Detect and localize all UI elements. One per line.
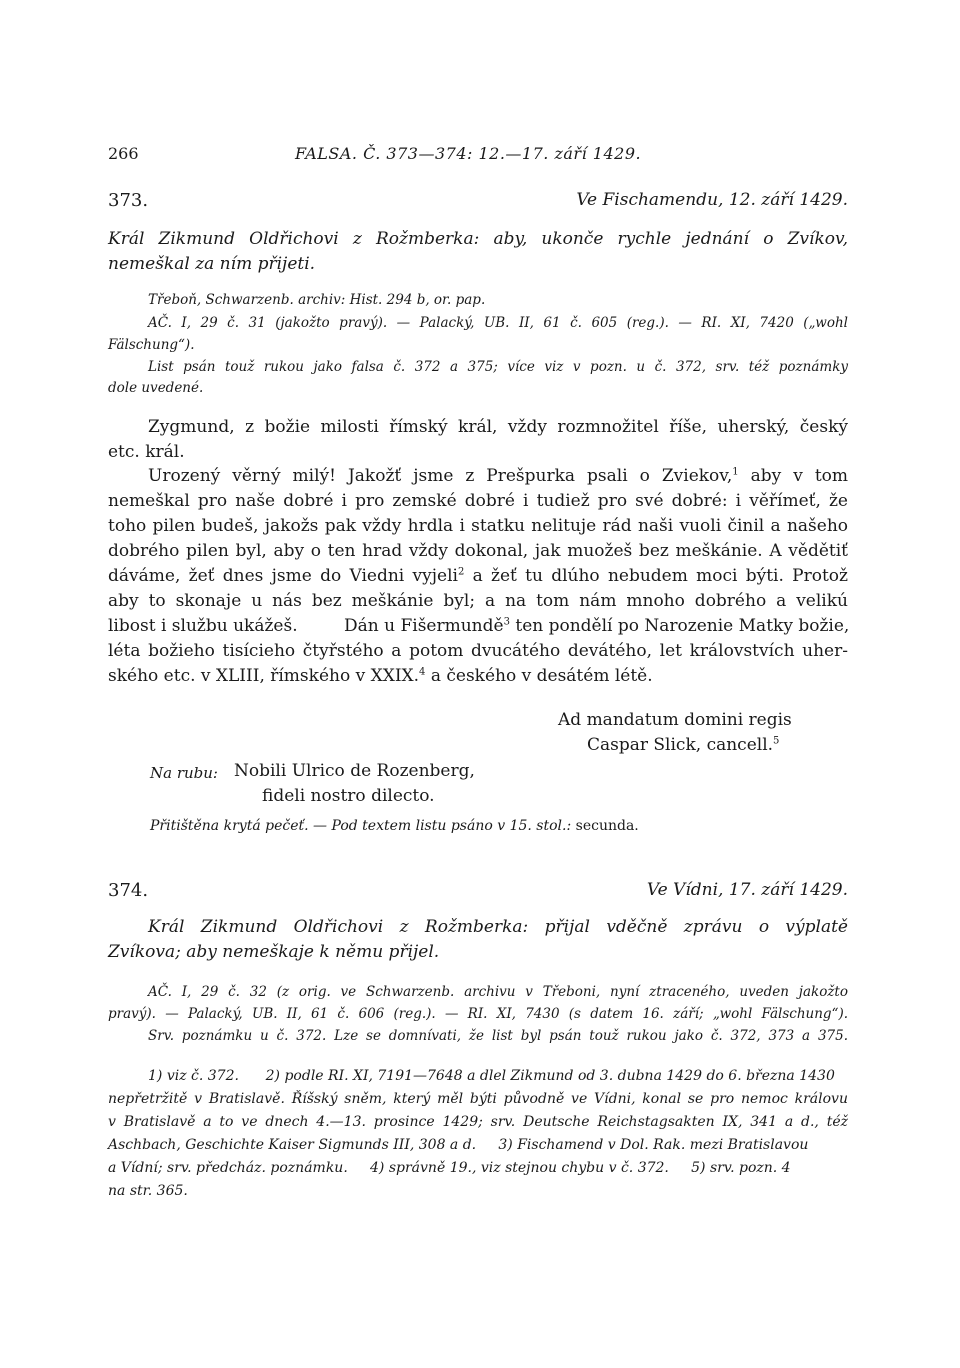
footnote-ref-4: 4 — [419, 666, 426, 678]
text-373-line-4: nemeškal pro naše dobré i pro zemské dobré i tudiež pro své dobré: i věřímeť, že — [108, 491, 848, 511]
source-373-line-5: dole uvedené. — [108, 380, 204, 396]
source-373-line-1: Třeboň, Schwarzenb. archiv: Hist. 294 b, or. pap. — [148, 292, 486, 308]
footnote-line-2: nepřetržitě v Bratislavě. Říšský sněm, který měl býti původně ve Vídni, konal se pro nemoc královu — [108, 1091, 848, 1107]
page-number: 266 — [108, 144, 139, 163]
footnote-ref-5: 5 — [773, 735, 780, 747]
document-number-373: 373. — [108, 190, 149, 211]
footnote-ref-3: 3 — [503, 616, 510, 628]
footnote-line-1: 1) viz č. 372. 2) podle RI. XI, 7191—7648 a dlel Zikmund od 3. dubna 1429 do 6. března 1430 — [148, 1068, 835, 1084]
seal-note: Přitištěna krytá pečeť. — Pod textem listu psáno v 15. stol.: secunda. — [150, 818, 639, 834]
address-label: Na rubu: — [150, 764, 218, 782]
regest-374-line-1: Král Zikmund Oldřichovi z Rožmberka: přijal vděčně zprávu o výplatě — [148, 917, 848, 937]
subscription-line-1: Ad mandatum domini regis — [558, 710, 792, 730]
regest-374-line-2: Zvíkova; aby nemeškaje k němu přijel. — [108, 942, 440, 962]
text-373-line-3: Urozený věrný milý! Jakožť jsme z Prešpurka psali o Zviekov,$^1$ aby v tom — [148, 466, 849, 486]
text-373-line-11: ského etc. v XLIII, římského v XXIX.$^4$ a českého v desátém létě. — [108, 666, 653, 686]
text-373-line-5: toho pilen budeš, jakožs pak vždy hrdla i statku nelituje rád naši vuoli činil a našeho — [108, 516, 848, 536]
running-title: FALSA. Č. 373—374: 12.—17. září 1429. — [295, 144, 642, 163]
footnote-ref-1: 1 — [732, 466, 739, 478]
address-line-2: fideli nostro dilecto. — [262, 786, 435, 806]
footnote-line-5: a Vídní; srv. předcház. poznámku. 4) správně 19., viz stejnou chybu v č. 372. 5) srv. pozn. 4 — [108, 1160, 791, 1176]
text-373-line-9: libost i službu ukážeš. Dán u Fišermundě$^3$ ten pondělí po Narozenie Matky božie, — [108, 616, 850, 636]
source-374-line-1: AČ. I, 29 č. 32 (z orig. ve Schwarzenb. archivu v Třeboni, nyní ztraceného, uveden jakožto — [148, 984, 848, 1000]
footnote-line-3: v Bratislavě a to ve dnech 4.—13. prosince 1429; srv. Deutsche Reichstagsakten IX, 341 a d., též — [108, 1114, 848, 1130]
text-373-line-7: dáváme, žeť dnes jsme do Viedni vyjeli$^2$ a žeť tu dlúho nebudem moci býti. Protož — [108, 566, 848, 586]
text-373-line-8: aby to skonaje u nás bez meškánie byl; a na tom nám mnoho dobrého a velikú — [108, 591, 848, 611]
address-line-1: Nobili Ulrico de Rozenberg, — [234, 761, 475, 781]
place-date-374: Ve Vídni, 17. září 1429. — [646, 880, 848, 900]
text-373-line-10: léta božieho tisícieho čtyřstého a potom dvucátého devátého, let královstvích uher- — [108, 641, 848, 661]
text-373-line-6: dobrého pilen byl, aby o ten hrad vždy dokonal, jak muožeš bez meškánie. A vědětiť — [108, 541, 848, 561]
footnote-line-4: Aschbach, Geschichte Kaiser Sigmunds III, 308 a d. 3) Fischamend v Dol. Rak. mezi Bratislavou — [108, 1137, 809, 1153]
document-number-374: 374. — [108, 880, 149, 901]
source-373-line-2: AČ. I, 29 č. 31 (jakožto pravý). — Palacký, UB. II, 61 č. 605 (reg.). — RI. XI, 7420 („wohl — [148, 315, 848, 331]
regest-373-line-2: nemeškal za ním přijeti. — [108, 254, 316, 274]
place-date-373: Ve Fischamendu, 12. září 1429. — [576, 190, 848, 210]
source-373-line-3: Fälschung“). — [108, 337, 195, 353]
footnote-line-6: na str. 365. — [108, 1183, 188, 1199]
source-373-line-4: List psán touž rukou jako falsa č. 372 a 375; více viz v pozn. u č. 372, srv. též poznámky — [148, 359, 848, 375]
source-374-line-3: Srv. poznámku u č. 372. Lze se domnívati, že list byl psán touž rukou jako č. 372, 373 a 375. — [148, 1028, 848, 1044]
footnote-ref-2: 2 — [457, 566, 465, 578]
text-373-line-2: etc. král. — [108, 442, 185, 462]
regest-373-line-1: Král Zikmund Oldřichovi z Rožmberka: aby, ukonče rychle jednání o Zvíkov, — [108, 229, 848, 249]
source-374-line-2: pravý). — Palacký, UB. II, 61 č. 606 (reg.). — RI. XI, 7430 (s datem 16. září; „wohl Fälschung“). — [108, 1006, 848, 1022]
subscription-line-2: Caspar Slick, cancell.$^5$ — [587, 735, 780, 755]
text-373-line-1: Zygmund, z božie milosti římský král, vždy rozmnožitel říše, uherský, český — [148, 417, 848, 437]
